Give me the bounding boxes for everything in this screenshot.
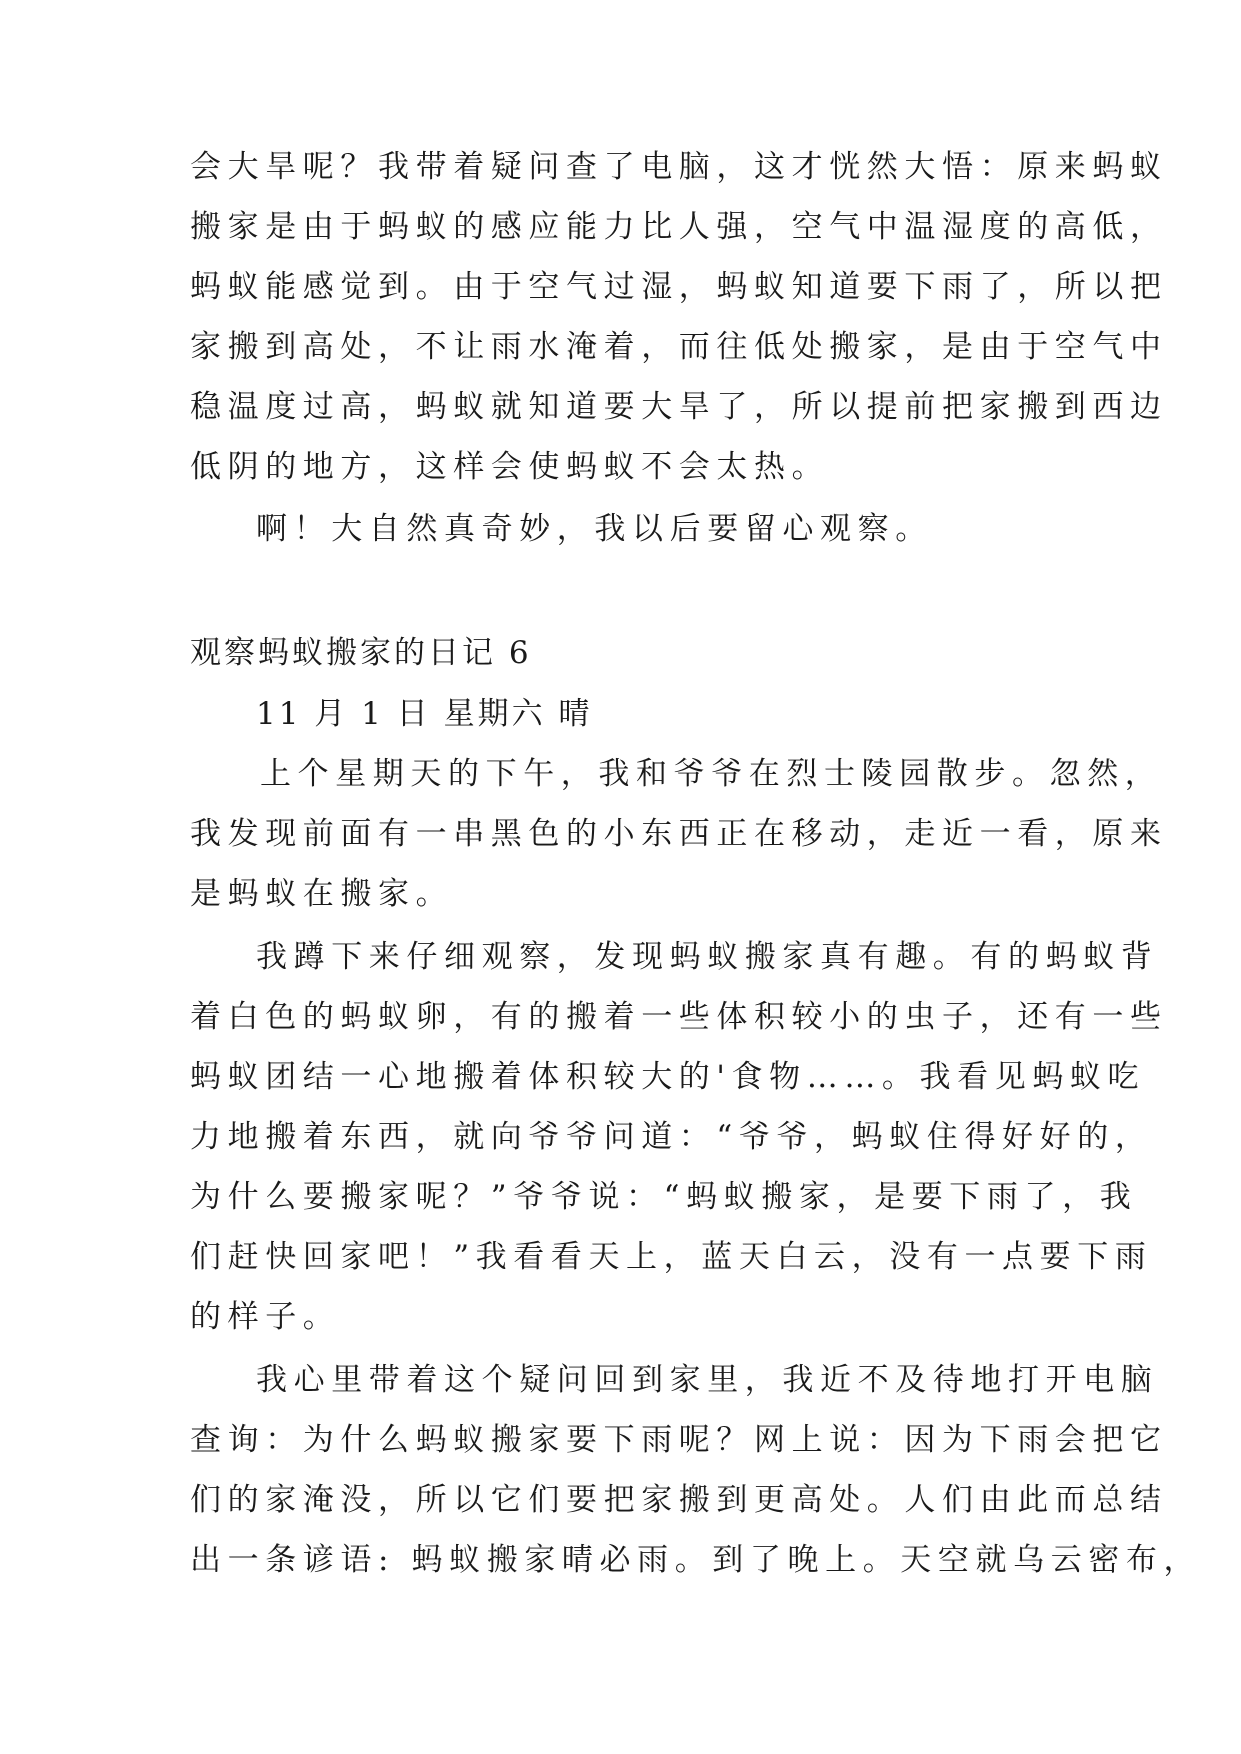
text-line: 着白色的蚂蚁卵，有的搬着一些体积较小的虫子，还有一些 [190, 999, 1168, 1035]
text-line: 蚂蚁能感觉到。由于空气过湿，蚂蚁知道要下雨了，所以把 [190, 269, 1168, 305]
paragraph-1 [190, 744, 1168, 924]
entry-heading: 观察蚂蚁搬家的日记 6 [190, 635, 532, 671]
text-line: 力地搬着东西，就向爷爷问道：“爷爷，蚂蚁住得好好的， [190, 1119, 1153, 1155]
text-line: 低阴的地方，这样会使蚂蚁不会太热。 [190, 449, 830, 485]
text-line: 们的家淹没，所以它们要把家搬到更高处。人们由此而总结 [190, 1482, 1168, 1518]
document-page [190, 0, 1202, 1754]
text-line: 我蹲下来仔细观察，发现蚂蚁搬家真有趣。有的蚂蚁背 [256, 939, 1159, 975]
text-line: 我心里带着这个疑问回到家里，我近不及待地打开电脑 [256, 1362, 1159, 1398]
previous-entry-paragraph [190, 137, 1168, 497]
text-line: 出一条谚语: 蚂蚁搬家晴必雨。到了晚上。天空就乌云密布， [190, 1542, 1202, 1578]
closing-paragraph [190, 499, 1070, 559]
text-line: 我发现前面有一串黑色的小东西正在移动，走近一看，原来 [190, 816, 1168, 852]
text-line: 上个星期天的下午，我和爷爷在烈士陵园散步。忽然， [260, 756, 1163, 792]
date-line: 11 月 1 日 星期六 晴 [256, 696, 593, 732]
text-line: 蚂蚁团结一心地搬着体积较大的'食物……。我看见蚂蚁吃 [190, 1059, 1146, 1095]
text-line: 搬家是由于蚂蚁的感应能力比人强，空气中温湿度的高低， [190, 209, 1168, 245]
text-line: 会大旱呢？我带着疑问查了电脑，这才恍然大悟：原来蚂蚁 [190, 149, 1168, 185]
text-line: 是蚂蚁在搬家。 [190, 876, 454, 912]
text-line: 稳温度过高，蚂蚁就知道要大旱了，所以提前把家搬到西边 [190, 389, 1168, 425]
diary-title [190, 623, 1070, 683]
text-line: 查询：为什么蚂蚁搬家要下雨呢？网上说：因为下雨会把它 [190, 1422, 1168, 1458]
text-line: 家搬到高处，不让雨水淹着，而往低处搬家，是由于空气中 [190, 329, 1168, 365]
paragraph-2 [190, 927, 1168, 1347]
text-line: 为什么要搬家呢？”爷爷说：“蚂蚁搬家，是要下雨了，我 [190, 1179, 1138, 1215]
text-line: 的样子。 [190, 1299, 341, 1335]
text-line: 啊！大自然真奇妙，我以后要留心观察。 [256, 511, 933, 547]
paragraph-3 [190, 1350, 1202, 1590]
diary-date [190, 684, 1070, 744]
text-line: 们赶快回家吧！”我看看天上，蓝天白云，没有一点要下雨 [190, 1239, 1153, 1275]
